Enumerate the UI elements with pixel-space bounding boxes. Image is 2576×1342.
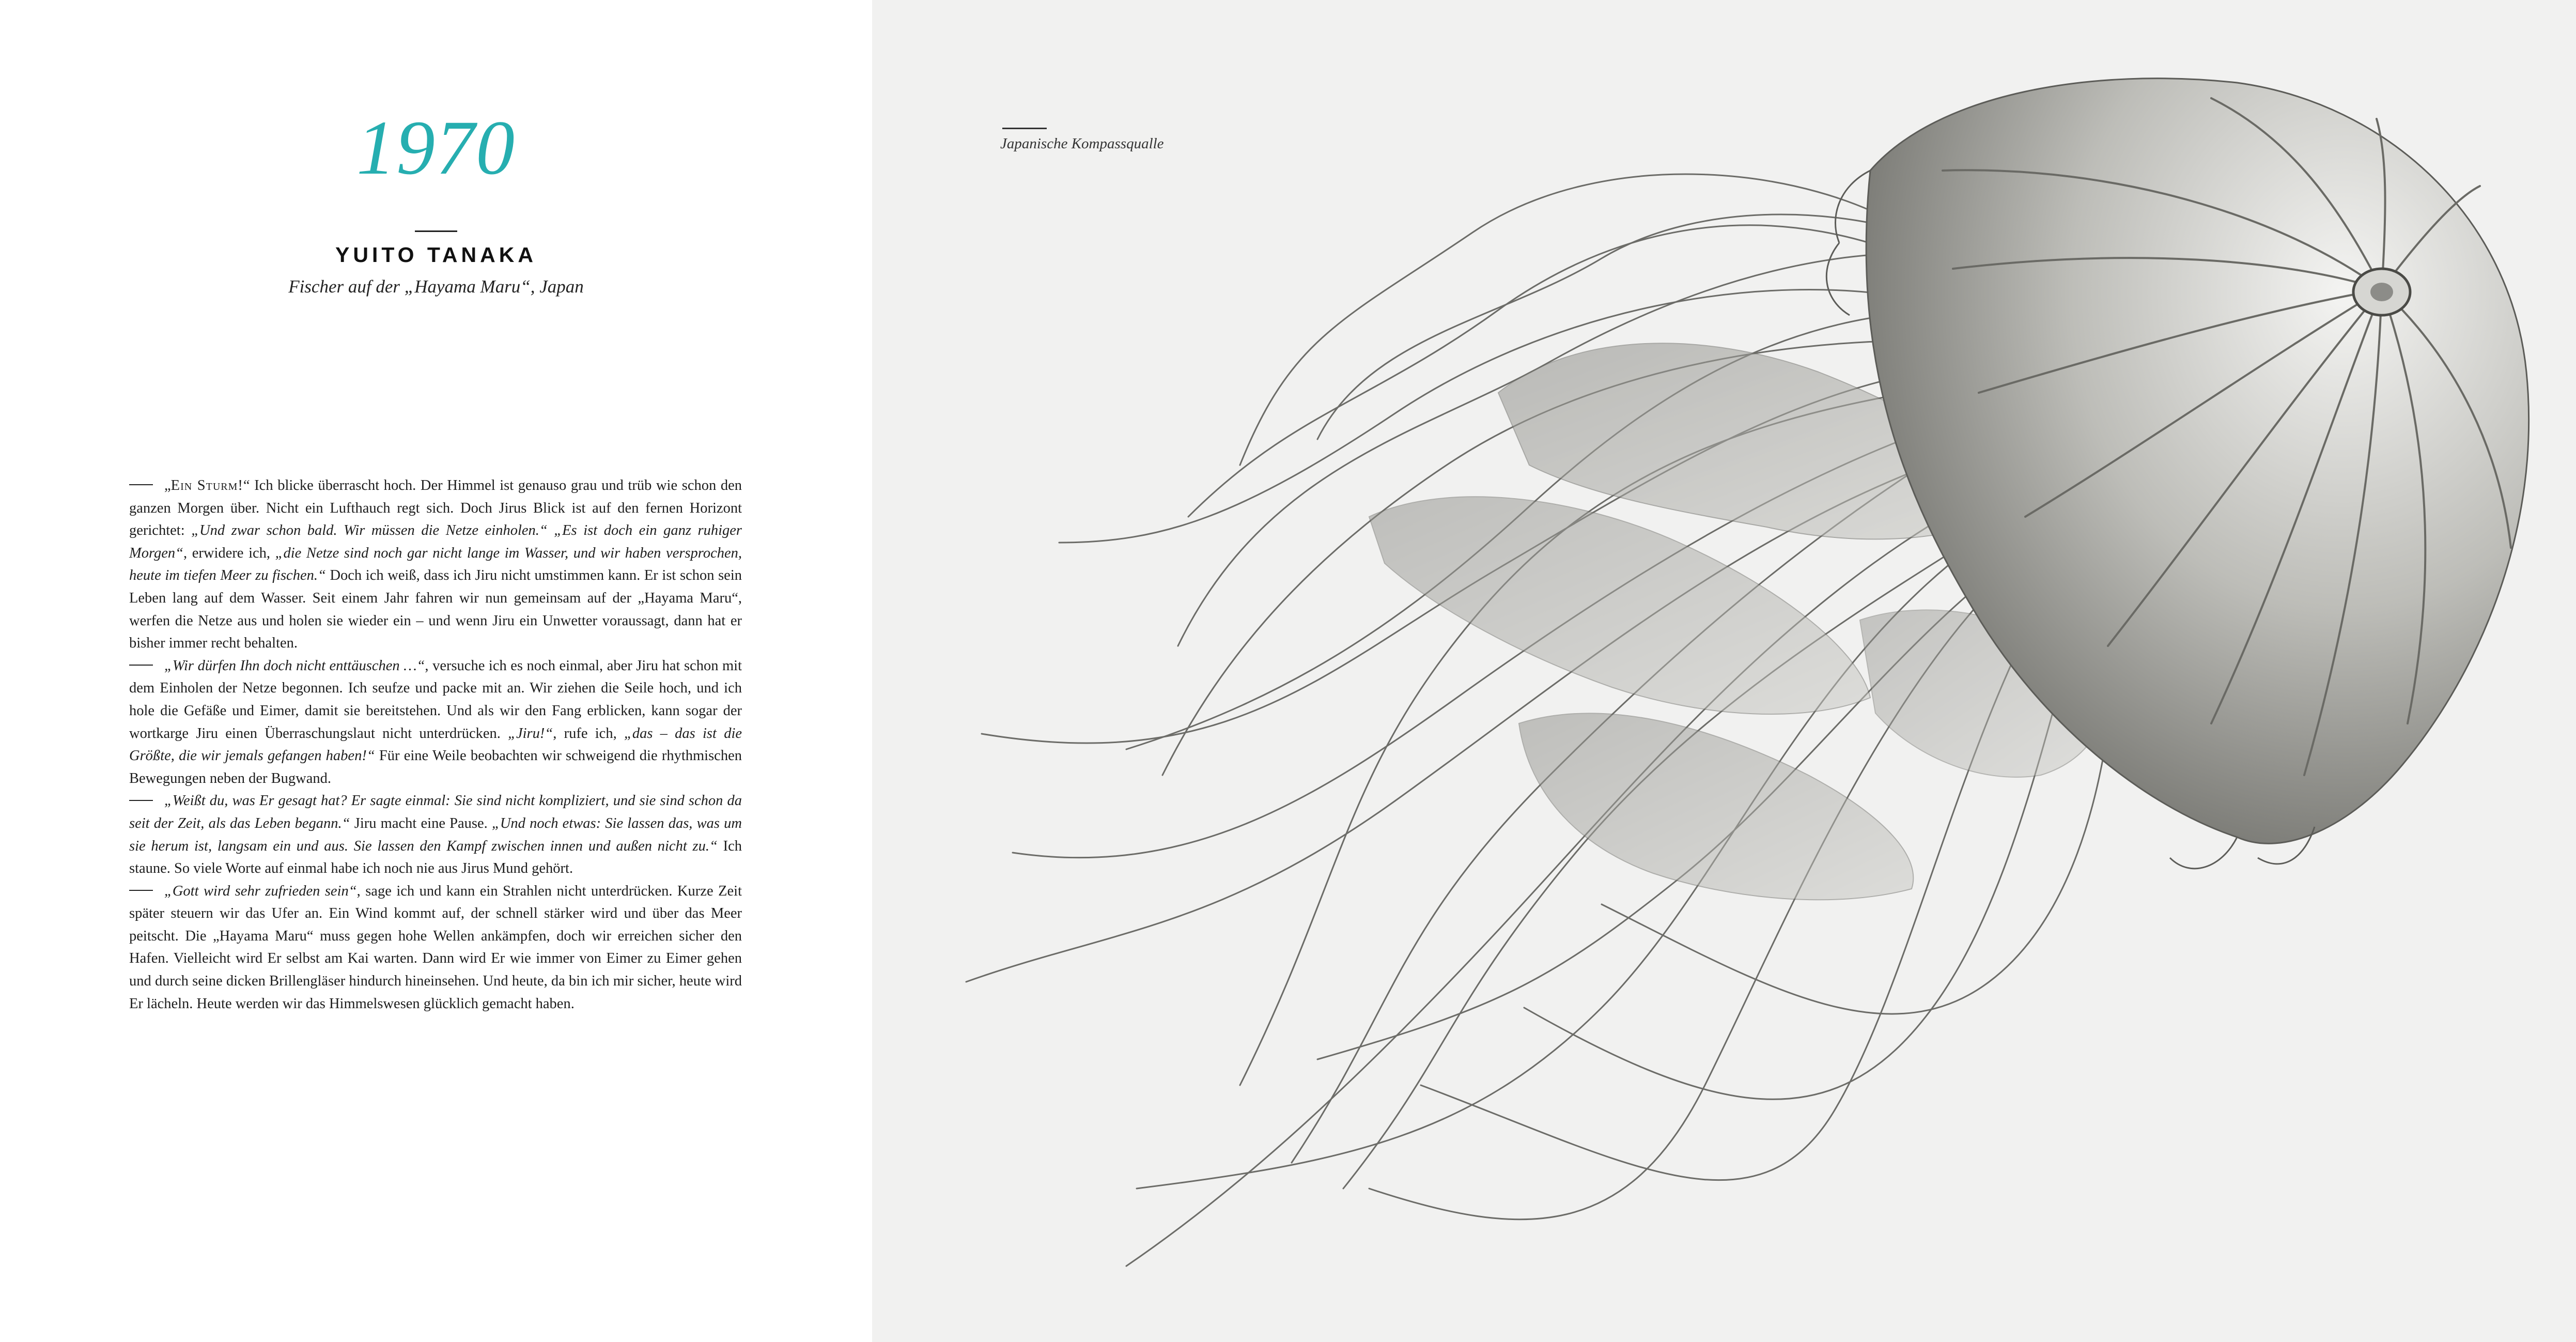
- text-run: „Gott wird sehr zufrieden sein“: [164, 883, 357, 899]
- paragraph: [129, 655, 742, 790]
- text-run: „Jiru!“: [508, 725, 553, 742]
- jellyfish-drawing: [872, 0, 2576, 1342]
- paragraph: [129, 474, 742, 655]
- text-run: , erwidere ich,: [183, 545, 275, 561]
- text-run: , rufe ich,: [553, 725, 624, 742]
- text-run: „: [164, 477, 171, 493]
- story-text: [129, 474, 742, 1015]
- chapter-year: 1970: [356, 105, 516, 191]
- paragraph-dash: [129, 665, 153, 666]
- text-run: „Weißt du, was Er gesagt hat? Er sagte einmal: Sie sind nicht kompliziert, und sie sind schon da seit der Zeit, als das Leben begann.“: [129, 793, 742, 831]
- illustration-caption: Japanische Kompassqualle: [1000, 135, 1164, 152]
- text-run: Ein Sturm!: [170, 477, 243, 493]
- text-run: Für eine Weile beobachten wir schweigend die rhythmischen Bewegungen neben der Bugwand.: [129, 748, 742, 786]
- left-page: [0, 0, 872, 1342]
- text-run: , versuche ich es noch einmal, aber Jiru hat schon mit dem Einholen der Netze begonnen. Ich seufze und packe mit an. Wir ziehen die Seile hoch, und ich hole die Gefäße und Eimer, damit sie bereitstehen. Und als wir den Fang erblicken, kann sogar der wortkarge Jiru einen Überraschungslaut nicht unterdrücken.: [129, 657, 742, 742]
- paragraph: [129, 790, 742, 880]
- paragraph: [129, 880, 742, 1015]
- text-run: , sage ich und kann ein Strahlen nicht unterdrücken. Kurze Zeit später steuern wir das Ufer an. Ein Wind kommt auf, der schnell stärker wird und über das Meer peitscht. Die „Hayama Maru“ muss gegen hohe Wellen ankämpfen, doch wir erreichen sicher den Hafen. Vielleicht wird Er selbst am Kai warten. Dann wird Er wie immer von Eimer zu Eimer gehen und durch seine dicken Brillengläser hindurch hineinsehen. Und heute, da bin ich mir sicher, heute wird Er lächeln. Heute werden wir das Himmelswesen glücklich gemacht haben.: [129, 883, 742, 1012]
- paragraph-dash: [129, 484, 153, 485]
- text-run: Ich staune. So viele Worte auf einmal habe ich noch nie aus Jirus Mund gehört.: [129, 838, 742, 877]
- text-run: „die Netze sind noch gar nicht lange im Wasser, und wir haben versprochen, heute im tiefen Meer zu fischen.“: [129, 545, 742, 584]
- text-run: „Wir dürfen Ihn doch nicht enttäuschen …“: [164, 657, 425, 674]
- text-run: „Und noch etwas: Sie lassen das, was um sie herum ist, langsam ein und aus. Sie lassen den Kampf zwischen innen und außen nicht zu.“: [129, 815, 742, 854]
- paragraph-dash: [129, 800, 153, 801]
- text-run: Jiru macht eine Pause.: [350, 815, 492, 831]
- text-run: “ Ich blicke überrascht hoch. Der Himmel ist genauso grau und trüb wie schon den ganzen Morgen über. Nicht ein Lufthauch regt sich. Doch Jirus Blick ist auf den fernen Horizont gerichtet:: [129, 477, 742, 539]
- author-role: Fischer auf der „Hayama Maru“, Japan: [288, 276, 584, 297]
- text-run: Doch ich weiß, dass ich Jiru nicht umstimmen kann. Er ist schon sein Leben lang auf dem Wasser. Seit einem Jahr fahren wir nun gemeinsam auf der „Hayama Maru“, werfen die Netze aus und holen sie wieder ein – und wenn Jiru ein Unwetter voraussagt, dann hat er bisher immer recht behalten.: [129, 567, 742, 652]
- text-run: „Und zwar schon bald. Wir müssen die Netze einholen.“ „Es ist doch ein ganz ruhiger Morgen“: [129, 522, 742, 561]
- paragraph-dash: [129, 890, 153, 891]
- text-run: „das – das ist die Größte, die wir jemals gefangen haben!“: [129, 725, 742, 764]
- title-divider: [415, 230, 457, 232]
- author-name: YUITO TANAKA: [335, 243, 537, 267]
